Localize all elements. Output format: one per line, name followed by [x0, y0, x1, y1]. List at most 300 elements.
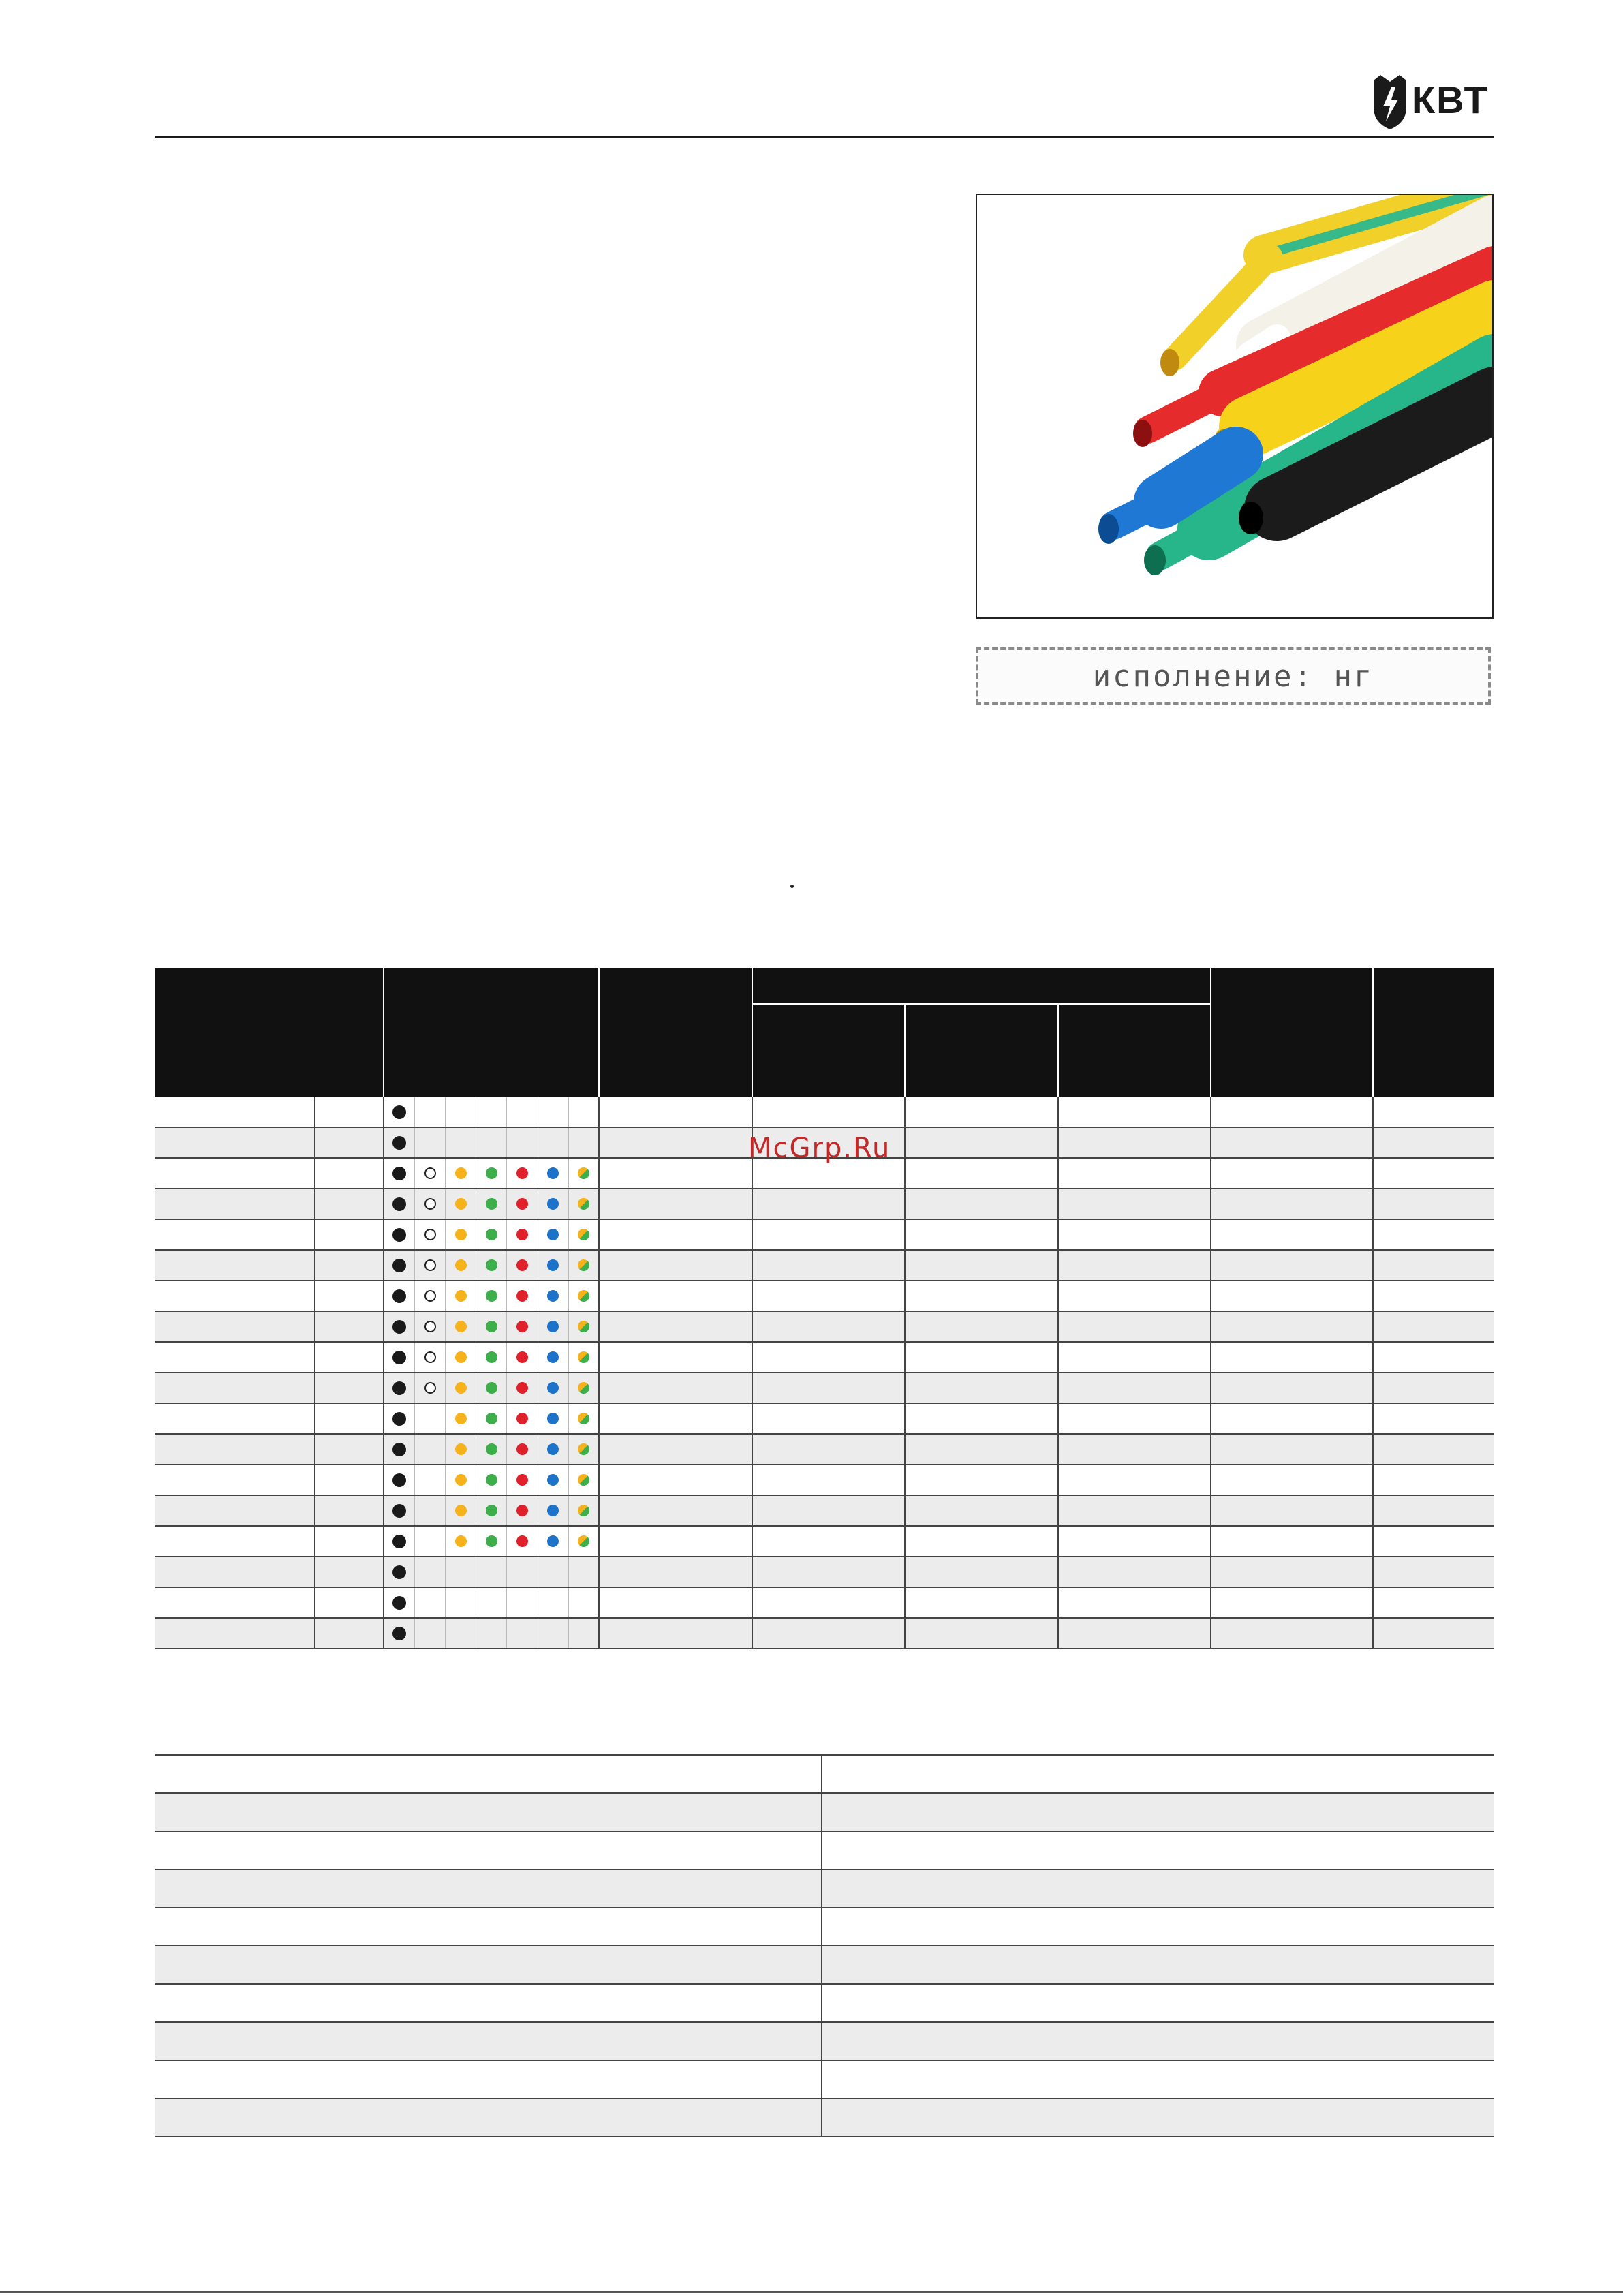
color-cell-green	[476, 1127, 507, 1158]
spec-label-cell	[155, 2022, 822, 2060]
table-cell	[905, 1189, 1057, 1219]
color-cell-green	[476, 1342, 507, 1373]
color-dot-yellow	[455, 1290, 467, 1302]
color-cell-yellow	[446, 1281, 476, 1311]
color-cell-yellow-green	[568, 1618, 599, 1649]
table-cell	[752, 1097, 905, 1127]
color-cell-black	[384, 1311, 415, 1342]
color-cell-red	[507, 1189, 538, 1219]
color-cell-blue	[538, 1158, 568, 1189]
table-cell	[905, 1587, 1057, 1618]
table-cell	[599, 1097, 752, 1127]
color-dot-blue	[547, 1321, 559, 1332]
header-subcell	[752, 1004, 905, 1097]
table-cell	[1058, 1342, 1211, 1373]
color-dot-black	[392, 1565, 406, 1579]
table-cell	[1058, 1618, 1211, 1649]
spec-label-cell	[155, 1984, 822, 2022]
color-cell-black	[384, 1158, 415, 1189]
color-cell-blue	[538, 1311, 568, 1342]
color-cell-green	[476, 1587, 507, 1618]
table-cell	[1058, 1189, 1211, 1219]
color-cell-black	[384, 1434, 415, 1465]
color-dot-yellow	[455, 1413, 467, 1424]
table-cell	[1373, 1281, 1494, 1311]
color-cell-yellow-green	[568, 1158, 599, 1189]
table-cell	[1373, 1434, 1494, 1465]
spec-row	[155, 1793, 1494, 1831]
spec-row	[155, 2098, 1494, 2137]
color-cell-green	[476, 1311, 507, 1342]
color-cell-yellow	[446, 1189, 476, 1219]
color-cell-yellow	[446, 1097, 476, 1127]
stamp-text: исполнение: нг	[1092, 658, 1374, 694]
color-dot-black	[392, 1228, 406, 1242]
color-cell-yellow-green	[568, 1434, 599, 1465]
table-cell	[1211, 1158, 1373, 1189]
color-cell-yellow-green	[568, 1311, 599, 1342]
table-cell	[155, 1219, 315, 1250]
color-cell-white	[415, 1373, 446, 1403]
color-cell-yellow-green	[568, 1465, 599, 1495]
color-cell-blue	[538, 1250, 568, 1281]
table-cell	[315, 1127, 383, 1158]
color-cell-yellow	[446, 1250, 476, 1281]
table-cell	[1211, 1587, 1373, 1618]
color-cell-blue	[538, 1434, 568, 1465]
spec-label-cell	[155, 2098, 822, 2137]
color-dot-black	[392, 1197, 406, 1211]
table-cell	[599, 1158, 752, 1189]
color-dot-red	[516, 1413, 528, 1424]
table-row	[155, 1434, 1494, 1465]
color-dot-black	[392, 1627, 406, 1640]
table-cell	[1058, 1557, 1211, 1587]
table-cell	[599, 1403, 752, 1434]
spec-value-cell	[822, 1831, 1494, 1869]
color-cell-green	[476, 1189, 507, 1219]
table-cell	[1211, 1219, 1373, 1250]
table-cell	[155, 1587, 315, 1618]
color-cell-yellow	[446, 1403, 476, 1434]
table-cell	[155, 1127, 315, 1158]
table-cell	[1211, 1403, 1373, 1434]
table-cell	[905, 1342, 1057, 1373]
table-cell	[752, 1403, 905, 1434]
spec-row	[155, 1869, 1494, 1908]
table-cell	[1373, 1097, 1494, 1127]
header-subcell	[905, 1004, 1057, 1097]
color-dot-white	[424, 1321, 436, 1332]
table-cell	[752, 1189, 905, 1219]
table-cell	[1211, 1189, 1373, 1219]
color-cell-green	[476, 1618, 507, 1649]
color-dot-blue	[547, 1443, 559, 1455]
color-dot-green	[486, 1505, 497, 1516]
color-cell-yellow	[446, 1526, 476, 1557]
table-cell	[1058, 1403, 1211, 1434]
color-cell-white	[415, 1097, 446, 1127]
spec-value-cell	[822, 2098, 1494, 2137]
table-cell	[905, 1495, 1057, 1526]
table-cell	[905, 1158, 1057, 1189]
color-cell-red	[507, 1097, 538, 1127]
color-cell-white	[415, 1587, 446, 1618]
table-cell	[1373, 1219, 1494, 1250]
color-cell-green	[476, 1219, 507, 1250]
color-cell-yellow-green	[568, 1281, 599, 1311]
table-row	[155, 1250, 1494, 1281]
color-dot-black	[392, 1289, 406, 1303]
color-cell-white	[415, 1250, 446, 1281]
table-cell	[155, 1403, 315, 1434]
table-cell	[1373, 1403, 1494, 1434]
table-cell	[315, 1403, 383, 1434]
table-cell	[905, 1219, 1057, 1250]
table-cell	[155, 1097, 315, 1127]
header-rule	[155, 136, 1494, 138]
color-dot-green	[486, 1167, 497, 1179]
color-cell-white	[415, 1311, 446, 1342]
color-dot-blue	[547, 1474, 559, 1486]
color-cell-yellow	[446, 1587, 476, 1618]
color-cell-black	[384, 1465, 415, 1495]
table-cell	[599, 1311, 752, 1342]
table-cell	[1373, 1465, 1494, 1495]
color-cell-green	[476, 1526, 507, 1557]
table-cell	[599, 1373, 752, 1403]
color-dot-yellow	[455, 1229, 467, 1240]
color-dot-yellow	[455, 1167, 467, 1179]
table-cell	[155, 1189, 315, 1219]
color-dot-yellow-green	[578, 1259, 589, 1271]
color-dot-blue	[547, 1167, 559, 1179]
table-cell	[599, 1250, 752, 1281]
table-cell	[1373, 1587, 1494, 1618]
color-dot-red	[516, 1259, 528, 1271]
color-dot-yellow-green	[578, 1505, 589, 1516]
table-cell	[905, 1465, 1057, 1495]
color-cell-blue	[538, 1465, 568, 1495]
color-cell-white	[415, 1434, 446, 1465]
table-cell	[599, 1526, 752, 1557]
execution-stamp	[976, 647, 1491, 705]
table-cell	[599, 1434, 752, 1465]
color-cell-green	[476, 1465, 507, 1495]
color-dot-black	[392, 1105, 406, 1119]
color-cell-white	[415, 1495, 446, 1526]
table-cell	[905, 1618, 1057, 1649]
color-dot-yellow	[455, 1474, 467, 1486]
color-dot-black	[392, 1535, 406, 1548]
table-cell	[905, 1526, 1057, 1557]
table-cell	[752, 1434, 905, 1465]
table-cell	[1211, 1127, 1373, 1158]
table-row	[155, 1465, 1494, 1495]
table-cell	[1373, 1526, 1494, 1557]
table-cell	[1211, 1618, 1373, 1649]
table-cell	[599, 1281, 752, 1311]
color-dot-yellow	[455, 1259, 467, 1271]
spec-row	[155, 2060, 1494, 2098]
color-cell-black	[384, 1587, 415, 1618]
spec-label-cell	[155, 1869, 822, 1908]
color-cell-yellow-green	[568, 1250, 599, 1281]
color-cell-green	[476, 1373, 507, 1403]
table-cell	[1058, 1219, 1211, 1250]
table-cell	[315, 1097, 383, 1127]
table-cell	[1373, 1311, 1494, 1342]
table-cell	[752, 1311, 905, 1342]
spec-value-cell	[822, 1984, 1494, 2022]
color-dot-black	[392, 1473, 406, 1487]
color-dot-green	[486, 1474, 497, 1486]
color-cell-yellow	[446, 1158, 476, 1189]
table-cell	[1058, 1158, 1211, 1189]
color-cell-black	[384, 1250, 415, 1281]
table-cell	[315, 1618, 383, 1649]
table-cell	[599, 1219, 752, 1250]
table-cell	[1058, 1250, 1211, 1281]
table-cell	[1058, 1311, 1211, 1342]
spec-row	[155, 1908, 1494, 1946]
color-dot-yellow	[455, 1351, 467, 1363]
table-cell	[599, 1587, 752, 1618]
table-cell	[1373, 1189, 1494, 1219]
table-cell	[752, 1465, 905, 1495]
table-cell	[1211, 1342, 1373, 1373]
color-dot-blue	[547, 1505, 559, 1516]
table-cell	[599, 1465, 752, 1495]
color-cell-white	[415, 1281, 446, 1311]
table-cell	[315, 1587, 383, 1618]
table-cell	[599, 1342, 752, 1373]
color-cell-black	[384, 1342, 415, 1373]
table-cell	[315, 1158, 383, 1189]
brand-logo	[1371, 74, 1494, 131]
table-cell	[599, 1189, 752, 1219]
color-dot-green	[486, 1198, 497, 1210]
color-cell-black	[384, 1219, 415, 1250]
table-cell	[155, 1495, 315, 1526]
color-cell-red	[507, 1526, 538, 1557]
color-cell-blue	[538, 1526, 568, 1557]
color-cell-blue	[538, 1618, 568, 1649]
table-row	[155, 1587, 1494, 1618]
color-dot-yellow-green	[578, 1413, 589, 1424]
color-dot-blue	[547, 1535, 559, 1547]
color-cell-green	[476, 1158, 507, 1189]
color-cell-yellow	[446, 1342, 476, 1373]
table-cell	[1058, 1373, 1211, 1403]
color-cell-blue	[538, 1281, 568, 1311]
color-dot-red	[516, 1321, 528, 1332]
color-cell-yellow	[446, 1557, 476, 1587]
color-cell-red	[507, 1465, 538, 1495]
color-cell-yellow	[446, 1465, 476, 1495]
color-cell-red	[507, 1281, 538, 1311]
color-dot-white	[424, 1198, 436, 1210]
spec-value-cell	[822, 1908, 1494, 1946]
color-cell-red	[507, 1373, 538, 1403]
table-cell	[1211, 1495, 1373, 1526]
table-cell	[752, 1281, 905, 1311]
table-cell	[905, 1097, 1057, 1127]
color-dot-yellow	[455, 1382, 467, 1394]
color-cell-yellow	[446, 1495, 476, 1526]
color-cell-green	[476, 1495, 507, 1526]
table-cell	[1211, 1250, 1373, 1281]
table-cell	[1373, 1495, 1494, 1526]
table-cell	[1211, 1434, 1373, 1465]
color-cell-red	[507, 1342, 538, 1373]
color-dot-blue	[547, 1198, 559, 1210]
color-cell-yellow	[446, 1373, 476, 1403]
product-table	[155, 968, 1494, 1649]
table-cell	[155, 1526, 315, 1557]
color-cell-yellow-green	[568, 1189, 599, 1219]
color-cell-red	[507, 1311, 538, 1342]
table-cell	[752, 1587, 905, 1618]
table-cell	[1058, 1434, 1211, 1465]
table-row	[155, 1526, 1494, 1557]
color-dot-black	[392, 1167, 406, 1180]
color-cell-yellow	[446, 1219, 476, 1250]
color-cell-white	[415, 1618, 446, 1649]
table-cell	[155, 1465, 315, 1495]
table-cell	[155, 1281, 315, 1311]
color-dot-blue	[547, 1259, 559, 1271]
color-dot-white	[424, 1229, 436, 1240]
spec-row	[155, 1755, 1494, 1793]
table-row	[155, 1557, 1494, 1587]
color-dot-yellow-green	[578, 1167, 589, 1179]
table-cell	[752, 1373, 905, 1403]
header-cell	[1373, 968, 1494, 1097]
header-cell	[599, 968, 752, 1097]
color-cell-yellow-green	[568, 1219, 599, 1250]
table-cell	[315, 1281, 383, 1311]
color-cell-red	[507, 1403, 538, 1434]
decorative-dot	[790, 885, 794, 888]
spec-value-cell	[822, 1755, 1494, 1793]
footer-rule	[0, 2291, 1623, 2293]
color-dot-yellow-green	[578, 1229, 589, 1240]
table-cell	[155, 1618, 315, 1649]
color-dot-blue	[547, 1413, 559, 1424]
color-cell-yellow	[446, 1434, 476, 1465]
table-row	[155, 1495, 1494, 1526]
color-cell-red	[507, 1495, 538, 1526]
table-cell	[905, 1311, 1057, 1342]
spec-value-cell	[822, 2022, 1494, 2060]
product-photo	[976, 194, 1494, 619]
color-dot-yellow	[455, 1505, 467, 1516]
color-cell-white	[415, 1158, 446, 1189]
color-dot-black	[392, 1320, 406, 1334]
color-cell-black	[384, 1097, 415, 1127]
spec-label-cell	[155, 1831, 822, 1869]
color-dot-white	[424, 1351, 436, 1363]
header-cell	[1211, 968, 1373, 1097]
color-dot-black	[392, 1504, 406, 1518]
color-dot-black	[392, 1381, 406, 1395]
table-cell	[599, 1495, 752, 1526]
color-dot-red	[516, 1229, 528, 1240]
table-cell	[1058, 1495, 1211, 1526]
table-cell	[315, 1219, 383, 1250]
color-cell-yellow-green	[568, 1557, 599, 1587]
table-cell	[599, 1618, 752, 1649]
color-cell-yellow-green	[568, 1495, 599, 1526]
color-cell-black	[384, 1495, 415, 1526]
table-cell	[315, 1526, 383, 1557]
color-cell-blue	[538, 1127, 568, 1158]
brand-name: КВТ	[1412, 78, 1489, 121]
header-subcell	[1058, 1004, 1211, 1097]
color-cell-green	[476, 1434, 507, 1465]
table-cell	[752, 1342, 905, 1373]
color-dot-red	[516, 1167, 528, 1179]
table-cell	[155, 1434, 315, 1465]
table-cell	[315, 1342, 383, 1373]
table-row	[155, 1618, 1494, 1649]
color-dot-black	[392, 1136, 406, 1150]
table-cell	[1058, 1465, 1211, 1495]
table-cell	[1373, 1158, 1494, 1189]
table-cell	[752, 1618, 905, 1649]
color-dot-green	[486, 1229, 497, 1240]
color-cell-black	[384, 1281, 415, 1311]
table-cell	[315, 1495, 383, 1526]
color-cell-red	[507, 1557, 538, 1587]
color-dot-red	[516, 1443, 528, 1455]
table-cell	[1211, 1526, 1373, 1557]
table-cell	[752, 1557, 905, 1587]
color-cell-white	[415, 1526, 446, 1557]
spec-table	[155, 1754, 1494, 2137]
color-dot-black	[392, 1259, 406, 1272]
color-cell-black	[384, 1403, 415, 1434]
table-cell	[1373, 1373, 1494, 1403]
color-cell-yellow	[446, 1311, 476, 1342]
color-cell-blue	[538, 1557, 568, 1587]
table-cell	[1211, 1097, 1373, 1127]
table-cell	[315, 1311, 383, 1342]
color-cell-green	[476, 1403, 507, 1434]
table-cell	[1211, 1373, 1373, 1403]
spec-value-cell	[822, 1793, 1494, 1831]
color-cell-red	[507, 1250, 538, 1281]
color-dot-black	[392, 1351, 406, 1364]
table-cell	[315, 1465, 383, 1495]
spec-label-cell	[155, 1946, 822, 1984]
color-dot-green	[486, 1351, 497, 1363]
table-cell	[752, 1219, 905, 1250]
table-cell	[155, 1311, 315, 1342]
color-dot-yellow-green	[578, 1351, 589, 1363]
spec-row	[155, 1946, 1494, 1984]
color-dot-yellow-green	[578, 1443, 589, 1455]
header-cell-colors	[384, 968, 600, 1097]
color-dot-yellow	[455, 1535, 467, 1547]
color-cell-blue	[538, 1403, 568, 1434]
color-cell-black	[384, 1618, 415, 1649]
color-cell-blue	[538, 1189, 568, 1219]
header-cell	[155, 968, 384, 1097]
color-dot-red	[516, 1505, 528, 1516]
spec-label-cell	[155, 1793, 822, 1831]
